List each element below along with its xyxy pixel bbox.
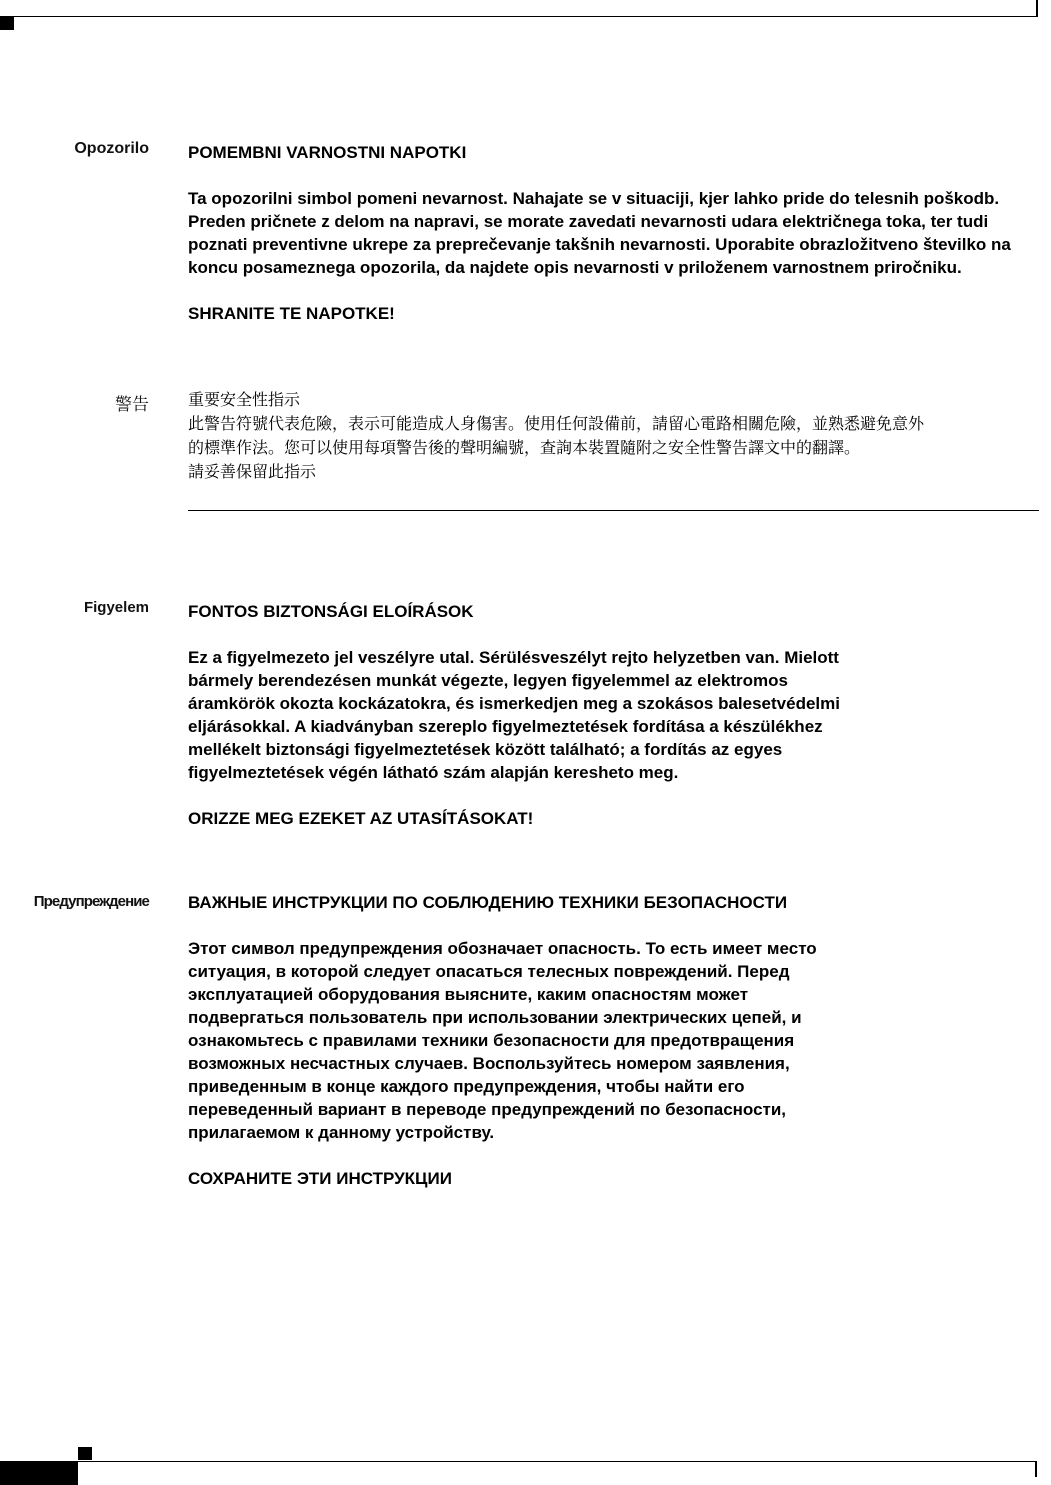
section-heading: ВАЖНЫЕ ИНСТРУКЦИИ ПО СОБЛЮДЕНИЮ ТЕХНИКИ БЕЗОПАСНОСТИ bbox=[188, 893, 788, 912]
section-label-chinese: 警告 bbox=[115, 395, 149, 414]
section-body-line: 的標準作法。您可以使用每項警告後的聲明編號，查詢本裝置隨附之安全性警告譯文中的翻譯。 bbox=[188, 440, 861, 457]
section-heading: 重要安全性指示 bbox=[188, 392, 301, 409]
section-footer: SHRANITE TE NAPOTKE! bbox=[188, 304, 395, 323]
section-footer: ORIZZE MEG EZEKET AZ UTASÍTÁSOKAT! bbox=[188, 809, 534, 828]
section-divider bbox=[188, 510, 1039, 511]
section-footer: СОХРАНИТЕ ЭТИ ИНСТРУКЦИИ bbox=[188, 1169, 452, 1188]
top-corner-mark bbox=[0, 17, 14, 30]
section-russian bbox=[188, 891, 858, 1190]
bottom-corner-mark bbox=[78, 1447, 92, 1460]
top-rule bbox=[0, 16, 1037, 17]
section-label-russian: Предупреждение bbox=[33, 893, 149, 910]
bottom-page-tab bbox=[0, 1461, 78, 1485]
section-footer: 請妥善保留此指示 bbox=[188, 464, 317, 481]
section-body: Ez a figyelmezeto jel veszélyre utal. Sérülésveszélyt rejto helyzetben van. Mielott bármely berendezésen munkát végezte, legyen figyelemmel az elektromos áramkörök okozta kockázatokra, és ismerkedjen meg a szokásos balesetvédelmi eljárásokkal. A kiadványban szereplo figyelmeztetések fordítása a készülékhez mellékelt biztonsági figyelmeztetések között található; a fordítás az egyes figyelmeztetések végén látható szám alapján keresheto meg. bbox=[188, 648, 840, 782]
section-hungarian bbox=[188, 600, 858, 830]
section-chinese bbox=[188, 389, 1033, 485]
section-heading: POMEMBNI VARNOSTNI NAPOTKI bbox=[188, 143, 467, 162]
section-label-hungarian: Figyelem bbox=[83, 599, 149, 616]
section-slovenian bbox=[188, 141, 1033, 325]
section-label-slovenian: Opozorilo bbox=[74, 140, 149, 157]
section-body-line: 此警告符號代表危險，表示可能造成人身傷害。使用任何設備前，請留心電路相關危險，並熟悉避免意外 bbox=[188, 416, 925, 433]
bottom-rule bbox=[0, 1461, 1037, 1462]
section-body: Ta opozorilni simbol pomeni nevarnost. Nahajate se v situaciji, kjer lahko pride do telesnih poškodb. Preden pričnete z delom na napravi, se morate zavedati nevarnosti udara električnega toka, ter tudi poznati preventivne ukrepe za preprečevanje takšnih nevarnosti. Uporabite obrazložitveno številko na koncu posameznega opozorila, da najdete opis nevarnosti v priloženem varnostnem priročniku. bbox=[188, 189, 1011, 277]
section-body: Этот символ предупреждения обозначает опасность. То есть имеет место ситуация, в которой следует опасаться телесных повреждений. Перед эксплуатацией оборудования выясните, каким опасностям может подвергаться пользователь при использовании электрических цепей, и ознакомьтесь с правилами техники безопасности для предотвращения возможных несчастных случаев. Воспользуйтесь номером заявления, приведенным в конце каждого предупреждения, чтобы найти его переведенный вариант в переводе предупреждений по безопасности, прилагаемом к данному устройству. bbox=[188, 939, 817, 1142]
top-corner-tick bbox=[1036, 0, 1038, 17]
section-heading: FONTOS BIZTONSÁGI ELOÍRÁSOK bbox=[188, 602, 474, 621]
bottom-corner-tick bbox=[1035, 1461, 1037, 1477]
